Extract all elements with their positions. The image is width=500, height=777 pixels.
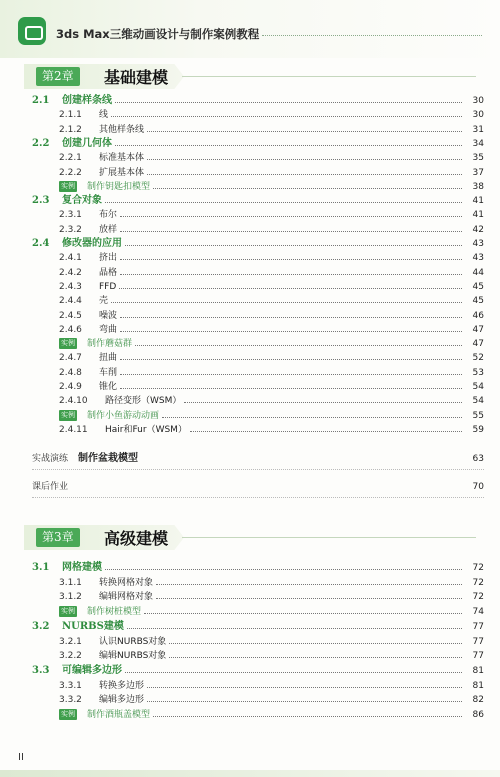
dot-leader: [153, 716, 462, 717]
toc-subsection[interactable]: [32, 221, 484, 235]
toc-page: 37: [472, 167, 484, 178]
toc-page: 30: [472, 96, 484, 106]
toc-title: 编辑多边形: [99, 695, 145, 706]
toc-subsection[interactable]: [32, 677, 484, 691]
dot-leader: [120, 317, 462, 318]
dot-leader: [120, 359, 462, 360]
toc-subsection[interactable]: [32, 421, 484, 435]
toc-number: 2.3.2: [59, 224, 82, 235]
dot-leader: [147, 174, 462, 175]
toc-title: 制作小鱼游动动画: [87, 410, 160, 421]
toc-example[interactable]: [32, 407, 484, 421]
toc-section[interactable]: [32, 192, 484, 206]
toc-page: 41: [472, 196, 484, 207]
toc-number: 3.3.2: [59, 695, 82, 706]
toc-subsection[interactable]: [32, 633, 484, 647]
dot-leader: [111, 116, 462, 117]
toc-page: 42: [472, 224, 484, 235]
practice-label: 实战演练: [32, 454, 69, 464]
toc-number: 3.3: [32, 664, 50, 676]
toc-subsection[interactable]: [32, 691, 484, 705]
example-tag: 实例: [61, 339, 75, 348]
toc-title: 线: [99, 110, 109, 121]
toc-page: 47: [472, 339, 484, 350]
toc-title: 转换网格对象: [99, 577, 154, 588]
toc-number: 2.2: [32, 137, 50, 149]
toc-title: FFD: [99, 281, 117, 292]
toc-page: 77: [472, 621, 484, 632]
toc-page: 59: [472, 424, 484, 435]
toc-title: 挤出: [99, 253, 118, 264]
chapter-heading: [24, 525, 476, 550]
toc-title: 制作钥匙扣模型: [87, 181, 151, 192]
dot-leader: [120, 374, 462, 375]
toc-title: 其他样条线: [99, 124, 145, 135]
chapter-title: 基础建模: [104, 68, 169, 87]
toc-section[interactable]: [32, 618, 484, 632]
chapter-heading-rule: [182, 537, 476, 538]
dot-leader: [120, 274, 462, 275]
toc-number: 2.4.11: [59, 424, 88, 435]
toc-page: 74: [472, 607, 484, 618]
toc-page: 55: [472, 410, 484, 421]
toc-number: 2.4: [32, 238, 50, 249]
toc-title: 标准基本体: [99, 153, 145, 164]
toc-page: 81: [472, 665, 484, 676]
example-tag: 实例: [61, 710, 75, 718]
toc-page: 54: [472, 396, 484, 407]
page-number: II: [18, 752, 24, 763]
toc-page: 44: [472, 267, 484, 278]
dot-leader: [169, 643, 462, 644]
toc-page: 35: [472, 153, 484, 164]
example-tag: 实例: [61, 607, 75, 616]
dot-leader: [135, 345, 462, 346]
chapter-heading: [24, 64, 476, 89]
toc-title: 创建几何体: [62, 137, 112, 149]
toc-title: 扭曲: [99, 353, 118, 364]
toc-title: 可编辑多边形: [62, 664, 122, 676]
toc-page: 53: [472, 367, 484, 378]
practice-title: 制作盆栽模型: [78, 453, 139, 464]
book-logo-icon: [18, 17, 46, 45]
toc-title: 布尔: [99, 210, 118, 221]
dot-leader: [115, 145, 462, 146]
toc-section[interactable]: [32, 92, 484, 106]
page-header: [0, 0, 500, 58]
dot-leader: [153, 188, 462, 189]
toc-title: 壳: [99, 296, 109, 307]
toc-page: 81: [472, 680, 484, 691]
toc-page: 38: [472, 181, 484, 192]
toc-subsection[interactable]: [32, 206, 484, 220]
dot-leader: [105, 569, 462, 570]
toc-page: 34: [472, 138, 484, 149]
footer-band: [0, 770, 500, 777]
toc-number: 3.2.1: [59, 636, 82, 647]
toc-page: 30: [472, 110, 484, 121]
toc-number: 2.3.1: [59, 210, 82, 221]
toc-title: 复合对象: [62, 195, 102, 207]
toc-page: 52: [472, 353, 484, 364]
toc-subsection[interactable]: [32, 392, 484, 406]
toc-number: 2.4.8: [59, 367, 82, 378]
toc-title: 创建样条线: [62, 95, 112, 106]
toc-number: 3.1.1: [59, 577, 82, 588]
toc-number: 2.3: [32, 195, 50, 207]
toc-example[interactable]: [32, 603, 484, 617]
toc-subsection[interactable]: [32, 647, 484, 661]
toc-subsection[interactable]: [32, 149, 484, 163]
toc-page: 77: [472, 651, 484, 662]
chapter-heading-rule: [182, 76, 476, 77]
toc-subsection[interactable]: [32, 106, 484, 120]
toc-number: 2.2.2: [59, 167, 82, 178]
chapter-badge: 第3章: [36, 528, 80, 547]
chapter-title: 高级建模: [104, 529, 169, 548]
dot-leader: [162, 417, 462, 418]
toc-example[interactable]: [32, 178, 484, 192]
dot-leader: [147, 159, 462, 160]
toc-number: 3.2.2: [59, 651, 82, 662]
dot-leader: [147, 687, 462, 688]
toc-title: 车削: [99, 367, 118, 378]
toc-number: 3.3.1: [59, 680, 82, 691]
practice-page: 63: [472, 454, 484, 464]
dot-leader: [156, 584, 462, 585]
toc-title: NURBS建模: [62, 620, 124, 632]
toc-title: 认识NURBS对象: [99, 636, 167, 647]
toc-title: 放样: [99, 224, 118, 235]
toc-number: 2.4.3: [59, 281, 82, 292]
homework-label: 课后作业: [32, 482, 69, 492]
toc-number: 2.4.2: [59, 267, 82, 278]
toc-title: 转换多边形: [99, 680, 145, 691]
toc-page: 45: [472, 296, 484, 307]
toc-page: 47: [472, 324, 484, 335]
toc-subsection[interactable]: [32, 121, 484, 135]
dot-leader: [125, 245, 462, 246]
dot-leader: [105, 202, 462, 203]
toc-number: 2.1: [32, 95, 50, 106]
dot-leader: [127, 628, 462, 629]
toc-number: 2.4.1: [59, 253, 82, 264]
toc-title: 扩展基本体: [99, 167, 145, 178]
dot-leader: [125, 672, 462, 673]
toc-page: 41: [472, 210, 484, 221]
toc-section[interactable]: [32, 559, 484, 573]
toc-number: 2.4.5: [59, 310, 82, 321]
toc-title: 编辑网格对象: [99, 592, 154, 603]
toc-page: 77: [472, 636, 484, 647]
header-dotted-rule: [262, 35, 482, 36]
toc-subsection[interactable]: [32, 378, 484, 392]
toc-subsection[interactable]: [32, 364, 484, 378]
toc-title: 晶格: [99, 267, 118, 278]
toc-number: 2.4.7: [59, 353, 82, 364]
toc-example[interactable]: [32, 335, 484, 349]
dot-leader: [169, 657, 462, 658]
toc-title: 编辑NURBS对象: [99, 651, 167, 662]
toc-number: 2.1.2: [59, 124, 82, 135]
dot-leader: [120, 388, 462, 389]
toc-title: 弯曲: [99, 324, 118, 335]
toc-page: 86: [472, 710, 484, 720]
dot-leader: [147, 701, 462, 702]
toc-subsection[interactable]: [32, 574, 484, 588]
toc-page: 72: [472, 592, 484, 603]
book-title: 3ds Max三维动画设计与制作案例教程: [56, 27, 260, 41]
dot-leader: [184, 402, 462, 403]
homework-page: 70: [472, 482, 484, 492]
toc-title: 路径变形（WSM）: [105, 396, 182, 407]
toc-title: 锥化: [99, 382, 118, 392]
toc-title: 网格建模: [62, 562, 102, 573]
dot-leader: [115, 102, 462, 103]
toc-number: 2.4.10: [59, 396, 88, 407]
dot-leader: [120, 331, 462, 332]
toc-page: 82: [472, 695, 484, 706]
toc-subsection[interactable]: [32, 292, 484, 306]
example-tag: 实例: [61, 410, 75, 419]
toc-page: 45: [472, 281, 484, 292]
toc-subsection[interactable]: [32, 249, 484, 263]
homework-entry[interactable]: [32, 476, 484, 492]
toc-title: 制作蘑菇群: [87, 339, 133, 350]
toc-page: 31: [472, 124, 484, 135]
dot-leader: [120, 231, 462, 232]
chapter-badge: 第2章: [36, 67, 80, 86]
toc-title: 制作酒瓶盖模型: [87, 710, 151, 720]
toc-title: 修改器的应用: [62, 238, 122, 249]
toc-subsection[interactable]: [32, 321, 484, 335]
toc-section[interactable]: [32, 662, 484, 676]
toc-section[interactable]: [32, 135, 484, 149]
toc-page: 72: [472, 563, 484, 573]
toc-subsection[interactable]: [32, 278, 484, 292]
toc-page: 43: [472, 239, 484, 249]
dot-leader: [144, 613, 462, 614]
toc-title: 噪波: [99, 310, 118, 321]
dot-leader: [119, 288, 462, 289]
dot-leader: [120, 216, 462, 217]
toc-title: 制作树桩模型: [87, 607, 142, 618]
toc-example[interactable]: [32, 706, 484, 720]
toc-number: 3.1: [32, 562, 50, 573]
toc-subsection[interactable]: [32, 307, 484, 321]
toc-number: 2.4.9: [59, 382, 82, 392]
toc-title: Hair和Fur（WSM）: [105, 424, 187, 435]
toc-subsection[interactable]: [32, 264, 484, 278]
toc-number: 2.1.1: [59, 110, 82, 121]
practice-entry[interactable]: [32, 448, 484, 464]
divider: [32, 469, 484, 470]
toc-number: 2.4.4: [59, 296, 82, 307]
toc-subsection[interactable]: [32, 164, 484, 178]
toc-page: 43: [472, 253, 484, 264]
dot-leader: [120, 259, 462, 260]
dot-leader: [190, 431, 462, 432]
dot-leader: [111, 302, 462, 303]
toc-number: 3.1.2: [59, 592, 82, 603]
dot-leader: [156, 598, 462, 599]
dot-leader: [147, 131, 462, 132]
divider: [32, 497, 484, 498]
toc-page: 46: [472, 310, 484, 321]
toc-number: 2.2.1: [59, 153, 82, 164]
example-tag: 实例: [61, 181, 75, 190]
toc-page: 54: [472, 382, 484, 392]
toc-section[interactable]: [32, 235, 484, 249]
toc-number: 2.4.6: [59, 324, 82, 335]
toc-page: 72: [472, 577, 484, 588]
toc-number: 3.2: [32, 620, 50, 632]
toc-subsection[interactable]: [32, 349, 484, 363]
toc-subsection[interactable]: [32, 588, 484, 602]
